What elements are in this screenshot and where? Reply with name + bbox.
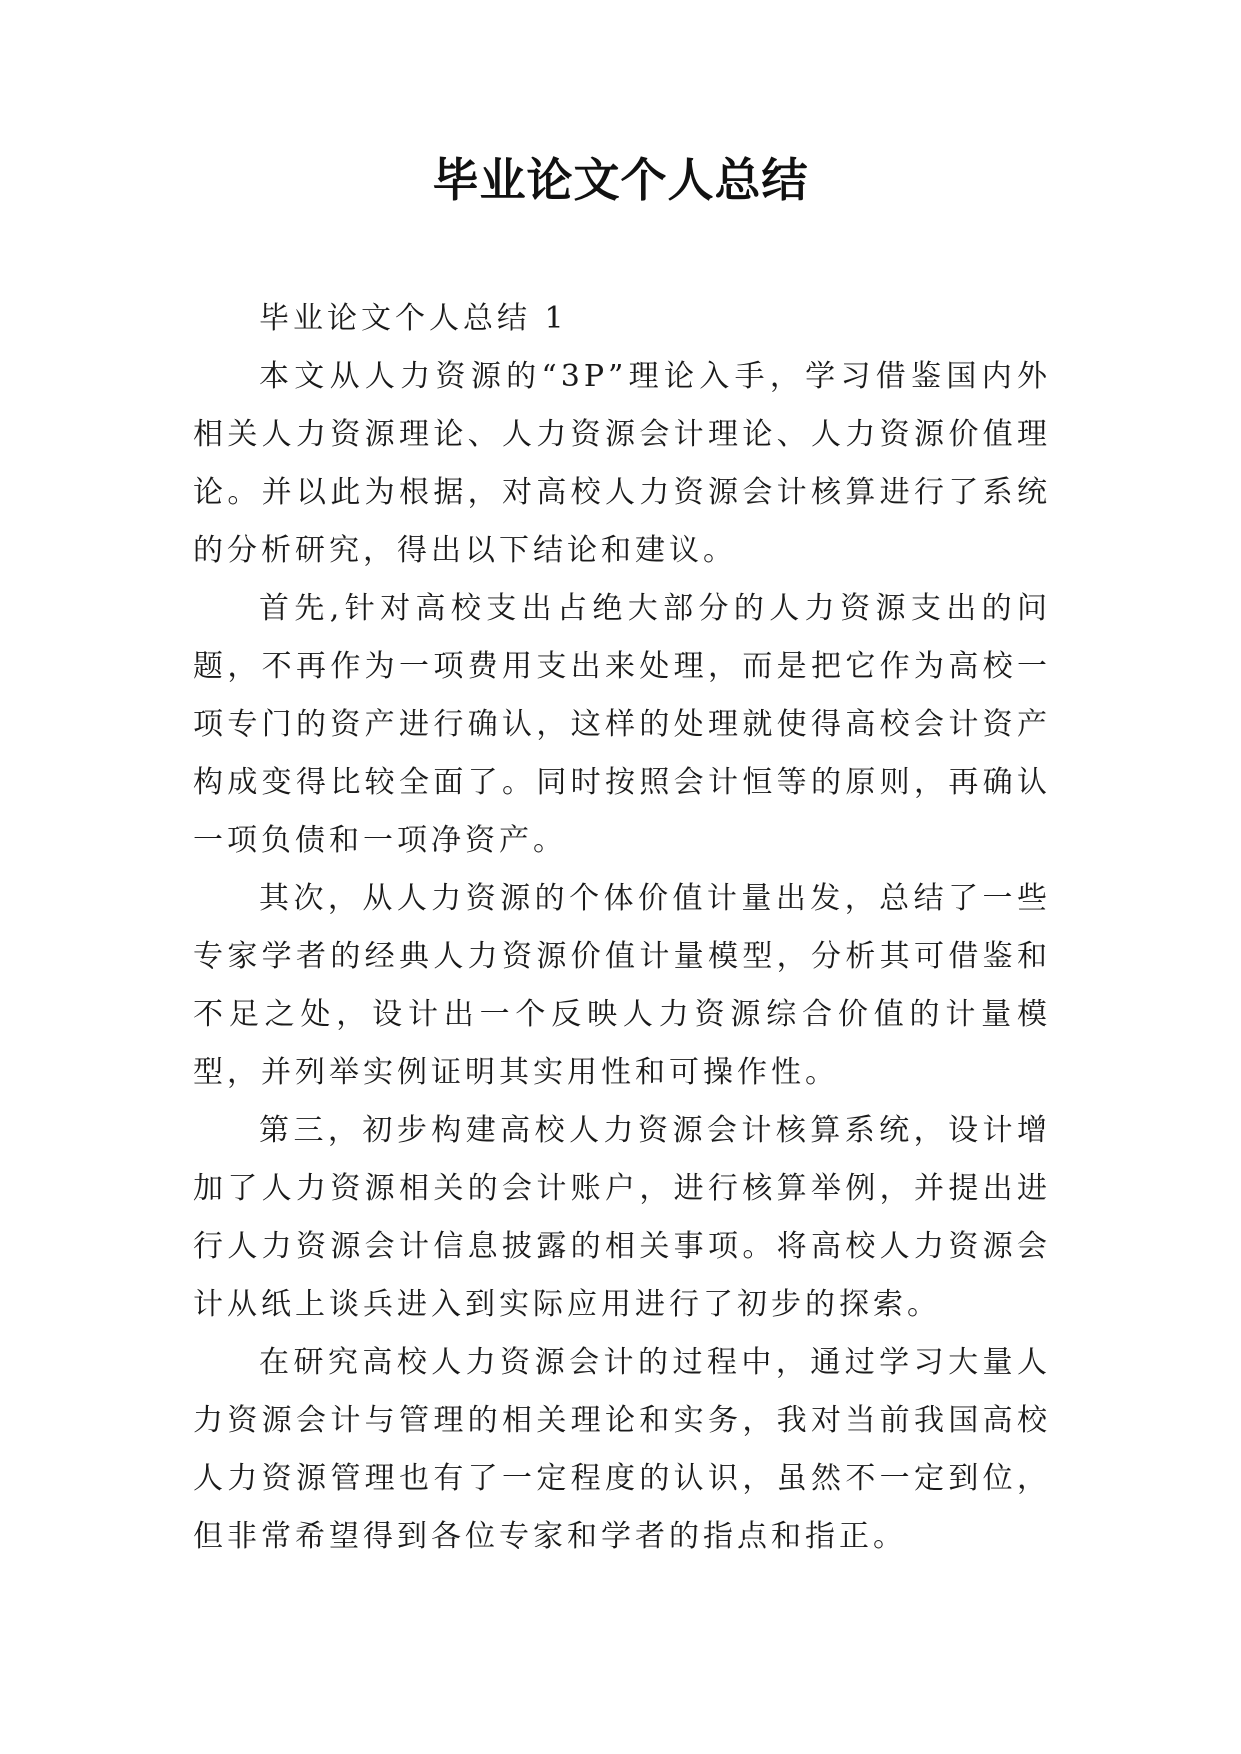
paragraph-4: 第三，初步构建高校人力资源会计核算系统，设计增加了人力资源相关的会计账户，进行核算举例，并提出进行人力资源会计信息披露的相关事项。将高校人力资源会计从纸上谈兵进入到实际应用进行了初步的探索。 (193, 1113, 1051, 1322)
paragraph-5: 在研究高校人力资源会计的过程中，通过学习大量人力资源会计与管理的相关理论和实务，我对当前我国高校人力资源管理也有了一定程度的认识，虽然不一定到位，但非常希望得到各位专家和学者的指点和指正。 (193, 1345, 1051, 1554)
page-title: 毕业论文个人总结 (432, 153, 809, 207)
paragraph-2: 首先,针对高校支出占绝大部分的人力资源支出的问题，不再作为一项费用支出来处理，而是把它作为高校一项专门的资产进行确认，这样的处理就使得高校会计资产构成变得比较全面了。同时按照会计恒等的原则，再确认一项负债和一项净资产。 (193, 591, 1051, 858)
paragraph-1: 本文从人力资源的“3P”理论入手，学习借鉴国内外相关人力资源理论、人力资源会计理论、人力资源价值理论。并以此为根据，对高校人力资源会计核算进行了系统的分析研究，得出以下结论和建议。 (193, 359, 1051, 568)
section-heading: 毕业论文个人总结 1 (259, 301, 568, 336)
paragraph-3: 其次，从人力资源的个体价值计量出发，总结了一些专家学者的经典人力资源价值计量模型，分析其可借鉴和不足之处，设计出一个反映人力资源综合价值的计量模型，并列举实例证明其实用性和可操作性。 (193, 881, 1051, 1090)
document-body (193, 290, 1051, 1566)
